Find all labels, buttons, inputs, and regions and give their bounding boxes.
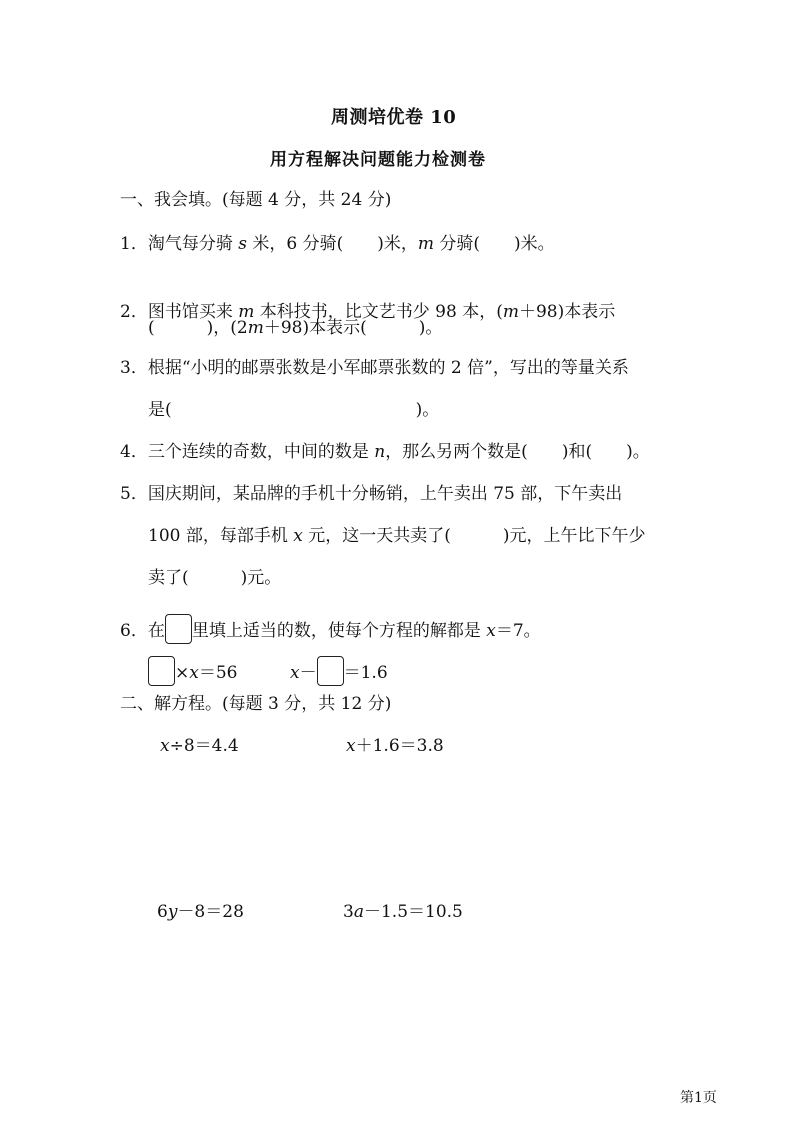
- question-4: [120, 440, 650, 464]
- text: 里填上适当的数，使每个方程的解都是: [191, 621, 487, 641]
- equation-2-4: [343, 900, 463, 924]
- text: －: [299, 663, 317, 683]
- text: ＝56: [198, 663, 238, 683]
- text: ＋1.6＝3.8: [355, 736, 444, 756]
- text: )。: [415, 400, 440, 420]
- var: m: [247, 318, 264, 338]
- text: 100 部，每部手机: [148, 526, 294, 546]
- text: )元。: [240, 568, 282, 588]
- var: x: [290, 663, 300, 683]
- text: 6: [157, 902, 168, 922]
- question-5-line-2: [148, 524, 646, 548]
- var: x: [486, 621, 496, 641]
- equation-2-2: [346, 734, 444, 758]
- text: )米，: [377, 234, 418, 254]
- page-subtitle: 用方程解决问题能力检测卷: [270, 150, 486, 170]
- var: n: [374, 442, 386, 462]
- text: )。: [418, 318, 443, 338]
- text: 6．在: [120, 621, 165, 641]
- text: 元，这一天共卖了(: [302, 526, 451, 546]
- text: (: [148, 318, 155, 338]
- text: )。: [626, 442, 650, 462]
- section-2-heading: 二、解方程。(每题 3 分，共 12 分): [120, 694, 392, 714]
- var: x: [346, 736, 356, 756]
- question-3-line-2: [148, 398, 439, 422]
- text: －1.5＝10.5: [363, 902, 463, 922]
- equation-6-1: [148, 656, 237, 686]
- text: 本科技书，比文艺书少 98 本，(: [254, 302, 503, 322]
- page-number: 第1页: [680, 1090, 717, 1106]
- question-2-line-2: [148, 316, 442, 340]
- question-5-line-1: 5．国庆期间，某品牌的手机十分畅销，上午卖出 75 部，下午卖出: [120, 484, 623, 504]
- text: ＋98)本表示(: [263, 318, 367, 338]
- var: m: [417, 234, 434, 254]
- text: 1．淘气每分骑: [120, 234, 239, 254]
- text: )，(2: [206, 318, 248, 338]
- text: 米，6 分骑(: [246, 234, 344, 254]
- var: x: [189, 663, 199, 683]
- answer-box[interactable]: [317, 656, 344, 686]
- text: ×: [175, 663, 190, 683]
- empty-box-icon: [165, 614, 192, 644]
- text: )元，上午比下午少: [502, 526, 646, 546]
- text: ＋98)本表示: [518, 302, 616, 322]
- text: 是(: [148, 400, 172, 420]
- var: y: [167, 902, 178, 922]
- page-title: 周测培优卷 10: [331, 107, 457, 128]
- equation-6-2: [290, 656, 388, 686]
- var: m: [238, 302, 255, 322]
- question-5-line-3: [148, 566, 281, 590]
- text: 3: [343, 902, 354, 922]
- equation-2-1: [160, 734, 239, 758]
- text: ＝1.6: [343, 663, 388, 683]
- answer-box[interactable]: [148, 656, 175, 686]
- var: x: [160, 736, 170, 756]
- var: s: [238, 234, 247, 254]
- text: ＝7。: [495, 621, 541, 641]
- text: )米。: [514, 234, 555, 254]
- text: ÷8＝4.4: [169, 736, 239, 756]
- text: )和(: [561, 442, 593, 462]
- equation-2-3: [157, 900, 244, 924]
- text: ，那么另两个数是(: [385, 442, 528, 462]
- text: －8＝28: [177, 902, 244, 922]
- text: 2．图书馆买来: [120, 302, 239, 322]
- var: m: [502, 302, 519, 322]
- var: x: [293, 526, 303, 546]
- text: 分骑(: [434, 234, 481, 254]
- var: a: [353, 902, 364, 922]
- text: 卖了(: [148, 568, 189, 588]
- text: 4．三个连续的奇数，中间的数是: [120, 442, 375, 462]
- question-6: [120, 614, 541, 644]
- section-1-heading: 一、我会填。(每题 4 分，共 24 分): [120, 190, 392, 210]
- question-1: [120, 232, 555, 256]
- question-3-line-1: 3．根据“小明的邮票张数是小军邮票张数的 2 倍”，写出的等量关系: [120, 358, 629, 378]
